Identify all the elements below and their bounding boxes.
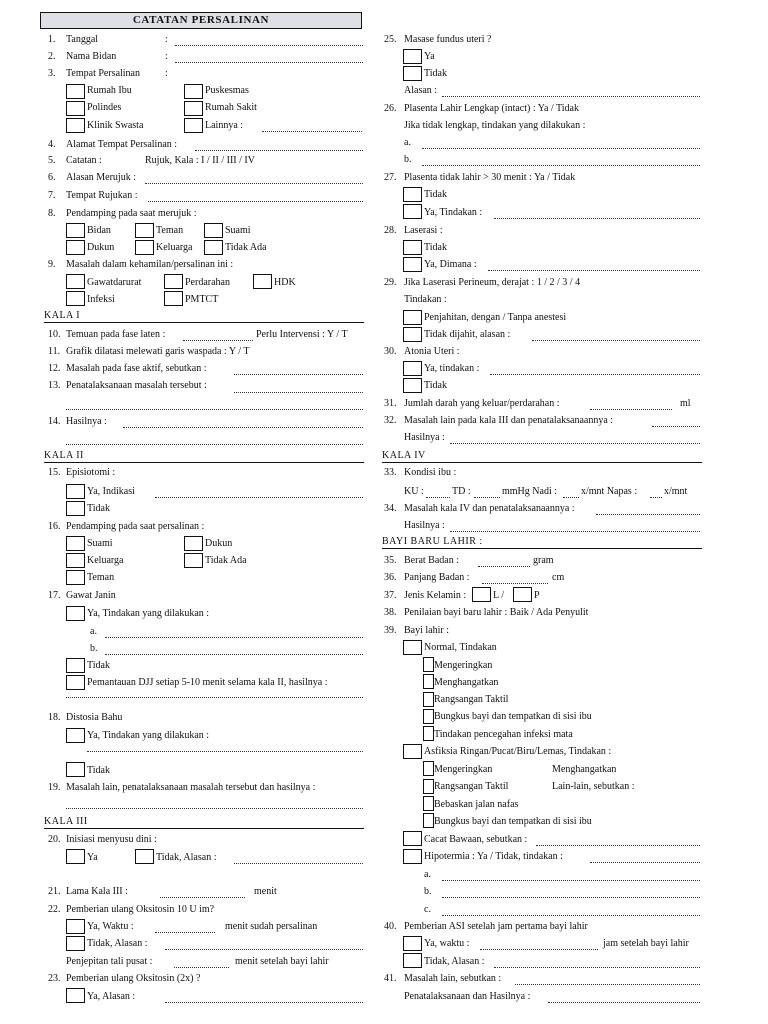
q17-b-field[interactable] — [105, 654, 363, 655]
q33-napas-field[interactable] — [650, 497, 662, 498]
q8-checkbox-suami[interactable] — [204, 223, 223, 238]
q3-checkbox-klinik-swasta[interactable] — [66, 118, 85, 133]
q16-checkbox-tidak-ada[interactable] — [184, 553, 203, 568]
q28-label: Laserasi : — [404, 225, 443, 236]
q35-number: 35. — [384, 555, 397, 566]
q27-option-label: Ya, Tindakan : — [424, 207, 483, 218]
q22-checkbox-ya[interactable] — [66, 919, 85, 934]
q39-checkbox-a-bungkus[interactable] — [423, 813, 434, 828]
q39-label: Bayi lahir : — [404, 625, 449, 636]
q25-option-label: Tidak — [424, 68, 447, 79]
q8-number: 8. — [48, 208, 56, 219]
q32-hasil-label: Hasilnya : — [404, 432, 445, 443]
q39-c-field[interactable] — [442, 915, 700, 916]
q33-td-label: TD : — [452, 486, 471, 497]
q12-field[interactable] — [234, 374, 363, 375]
q33-td-field[interactable] — [474, 497, 500, 498]
section-bayi-baru-lahir: BAYI BARU LAHIR : — [382, 536, 702, 549]
q3-checkbox-rumah-ibu[interactable] — [66, 84, 85, 99]
q40-label: Pemberian ASI setelah jam pertama bayi lahir — [404, 921, 588, 932]
q1-number: 1. — [48, 34, 56, 45]
q3-option-label: Puskesmas — [205, 85, 249, 96]
q8-option-label: Keluarga — [156, 242, 193, 253]
q20-option-label: Tidak, Alasan : — [156, 852, 217, 863]
q16-checkbox-dukun[interactable] — [184, 536, 203, 551]
q39-sub-label: Tindakan pencegahan infeksi mata — [434, 729, 573, 740]
q40-number: 40. — [384, 921, 397, 932]
q18-label: Distosia Bahu — [66, 712, 123, 723]
q33-number: 33. — [384, 467, 397, 478]
q16-option-label: Teman — [87, 572, 115, 583]
q34-field[interactable] — [596, 514, 700, 515]
section-kala-3: KALA III — [44, 816, 364, 829]
q13-label: Penatalaksanaan masalah tersebut : — [66, 380, 207, 391]
q33-nadi-label: mmHg Nadi : — [502, 486, 557, 497]
q8-label: Pendamping pada saat merujuk : — [66, 208, 197, 219]
q8-checkbox-keluarga[interactable] — [135, 240, 154, 255]
q17-a-field[interactable] — [105, 637, 363, 638]
q3-checkbox-lainnya[interactable] — [184, 118, 203, 133]
q3-option-label: Polindes — [87, 102, 122, 113]
q27-label: Plasenta tidak lahir > 30 menit : Ya / Tidak — [404, 172, 576, 183]
q18-checkbox-tidak[interactable] — [66, 762, 85, 777]
q7-field[interactable] — [148, 201, 363, 202]
q39-checkbox-a-mengeringkan[interactable] — [423, 761, 434, 776]
q30-number: 30. — [384, 346, 397, 357]
q23-checkbox-ya[interactable] — [66, 988, 85, 1003]
q17-checkbox-tidak[interactable] — [66, 658, 85, 673]
q39-checkbox-menghangatkan[interactable] — [423, 674, 434, 689]
q34-number: 34. — [384, 503, 397, 514]
q8-checkbox-dukun[interactable] — [66, 240, 85, 255]
q9-option-label: PMTCT — [185, 294, 219, 305]
q39-sub-label: Rangsangan Taktil — [434, 781, 509, 792]
q4-label: Alamat Tempat Persalinan : — [66, 139, 178, 150]
q21-field[interactable] — [160, 897, 245, 898]
q17-option-label: Tidak — [87, 660, 110, 671]
q8-checkbox-tidak-ada[interactable] — [204, 240, 223, 255]
q3-option-label: Klinik Swasta — [87, 120, 144, 131]
q17-number: 17. — [48, 590, 61, 601]
q29-option-label: Tidak dijahit, alasan : — [424, 329, 511, 340]
q15-checkbox-tidak[interactable] — [66, 501, 85, 516]
q2-number: 2. — [48, 51, 56, 62]
q39-option-label: Cacat Bawaan, sebutkan : — [424, 834, 528, 845]
q22-waktu-field[interactable] — [155, 932, 215, 933]
q9-option-label: Perdarahan — [185, 277, 230, 288]
q15-number: 15. — [48, 467, 61, 478]
q17-a-label: a. — [90, 626, 97, 637]
q9-checkbox-pmtct[interactable] — [164, 291, 183, 306]
q39-sub-label: Mengeringkan — [434, 764, 493, 775]
q27-checkbox-ya[interactable] — [403, 204, 422, 219]
q1-sep: : — [165, 34, 168, 45]
q37-label: Jenis Kelamin : — [404, 590, 467, 601]
q22-unit-2: menit setelah bayi lahir — [235, 956, 329, 967]
q28-option-label: Ya, Dimana : — [424, 259, 477, 270]
q39-checkbox-bungkus[interactable] — [423, 709, 434, 724]
q39-hipotermia-field[interactable] — [590, 862, 700, 863]
q3-number: 3. — [48, 68, 56, 79]
q17-pemantauan-field[interactable] — [66, 697, 363, 698]
q39-a-field[interactable] — [442, 880, 700, 881]
q3-lainnya-field[interactable] — [262, 131, 362, 132]
q32-label: Masalah lain pada kala III dan penatalaksanaannya : — [404, 415, 614, 426]
q33-unit: x/mnt — [664, 486, 688, 497]
q8-option-label: Dukun — [87, 242, 115, 253]
q9-label: Masalah dalam kehamilan/persalinan ini : — [66, 259, 234, 270]
q19-label: Masalah lain, penatalaksanaan masalah tersebut dan hasilnya : — [66, 782, 316, 793]
q34-hasil-label: Hasilnya : — [404, 520, 445, 531]
q14-number: 14. — [48, 416, 61, 427]
q3-label: Tempat Persalinan — [66, 68, 140, 79]
q25-label: Masase fundus uteri ? — [404, 34, 492, 45]
q39-sub-label: Bungkus bayi dan tempatkan di sisi ibu — [434, 816, 592, 827]
q8-option-label: Suami — [225, 225, 251, 236]
q17-option-label: Ya, Tindakan yang dilakukan : — [87, 608, 210, 619]
q6-field[interactable] — [145, 183, 363, 184]
q20-checkbox-tidak[interactable] — [135, 849, 154, 864]
q28-number: 28. — [384, 225, 397, 236]
q1-field[interactable] — [175, 45, 363, 46]
q40-option-label: Ya, waktu : — [424, 938, 470, 949]
q9-number: 9. — [48, 259, 56, 270]
q16-option-label: Keluarga — [87, 555, 124, 566]
q26-a-label: a. — [404, 137, 411, 148]
q17-checkbox-ya[interactable] — [66, 606, 85, 621]
q39-cacat-field[interactable] — [536, 845, 700, 846]
q31-unit: ml — [680, 398, 691, 409]
q25-checkbox-tidak[interactable] — [403, 66, 422, 81]
q15-label: Episiotomi : — [66, 467, 116, 478]
q39-option-label: Asfiksia Ringan/Pucat/Biru/Lemas, Tindakan : — [424, 746, 612, 757]
q25-alasan-field[interactable] — [442, 96, 700, 97]
q20-number: 20. — [48, 834, 61, 845]
q25-option-label: Ya — [424, 51, 435, 62]
q20-label: Inisiasi menyusu dini : — [66, 834, 157, 845]
q18-option-label: Tidak — [87, 765, 110, 776]
q32-hasil-field[interactable] — [450, 443, 700, 444]
q39-c-label: c. — [424, 904, 431, 915]
q16-number: 16. — [48, 521, 61, 532]
q35-label: Berat Badan : — [404, 555, 459, 566]
q39-option-label: Hipotermia : Ya / Tidak, tindakan : — [424, 851, 563, 862]
q40-alasan-field[interactable] — [494, 967, 700, 968]
q28-checkbox-ya[interactable] — [403, 257, 422, 272]
q39-checkbox-pencegahan[interactable] — [423, 726, 434, 741]
q5-value: Rujuk, Kala : I / II / III / IV — [145, 155, 255, 166]
q12-number: 12. — [48, 363, 61, 374]
q30-option-label: Tidak — [424, 380, 447, 391]
q9-checkbox-perdarahan[interactable] — [164, 274, 183, 289]
q41-label: Masalah lain, sebutkan : — [404, 973, 502, 984]
q9-option-label: Gawatdarurat — [87, 277, 142, 288]
q22-option-label: Ya, Waktu : — [87, 921, 134, 932]
q39-checkbox-rangsangan[interactable] — [423, 692, 434, 707]
q30-option-label: Ya, tindakan : — [424, 363, 480, 374]
q29-tindakan-label: Tindakan : — [404, 294, 447, 305]
q27-checkbox-tidak[interactable] — [403, 187, 422, 202]
q39-checkbox-mengeringkan[interactable] — [423, 657, 434, 672]
q8-checkbox-bidan[interactable] — [66, 223, 85, 238]
q29-label: Jika Laserasi Perineum, derajat : 1 / 2 / 3 / 4 — [404, 277, 581, 288]
q13-number: 13. — [48, 380, 61, 391]
q3-checkbox-puskesmas[interactable] — [184, 84, 203, 99]
q15-option-label: Tidak — [87, 503, 110, 514]
q39-sub-label: Bungkus bayi dan tempatkan di sisi ibu — [434, 711, 592, 722]
q33-nadi-field[interactable] — [563, 497, 579, 498]
q16-label: Pendamping pada saat persalinan : — [66, 521, 205, 532]
q18-option-label: Ya, Tindakan yang dilakukan : — [87, 730, 210, 741]
q22-unit-1: menit sudah persalinan — [225, 921, 318, 932]
q9-checkbox-infeksi[interactable] — [66, 291, 85, 306]
q10-field[interactable] — [183, 340, 253, 341]
q41-field[interactable] — [515, 984, 700, 985]
q26-label: Plasenta Lahir Lengkap (intact) : Ya / Tidak — [404, 103, 579, 114]
q16-option-label: Dukun — [205, 538, 233, 549]
q32-number: 32. — [384, 415, 397, 426]
q20-alasan-field[interactable] — [234, 863, 363, 864]
q15-indikasi-field[interactable] — [155, 497, 363, 498]
q9-option-label: HDK — [274, 277, 296, 288]
q26-sub-label: Jika tidak lengkap, tindakan yang dilakukan : — [404, 120, 586, 131]
q40-checkbox-tidak[interactable] — [403, 953, 422, 968]
q16-option-label: Tidak Ada — [205, 555, 247, 566]
q23-option-label: Ya, Alasan : — [87, 991, 136, 1002]
q37-number: 37. — [384, 590, 397, 601]
q28-checkbox-tidak[interactable] — [403, 240, 422, 255]
q11-label: Grafik dilatasi melewati garis waspada : Y / T — [66, 346, 250, 357]
q15-option-label: Ya, Indikasi — [87, 486, 135, 497]
q29-checkbox-penjahitan[interactable] — [403, 310, 422, 325]
q8-option-label: Teman — [156, 225, 184, 236]
q31-number: 31. — [384, 398, 397, 409]
q15-checkbox-ya[interactable] — [66, 484, 85, 499]
q40-unit: jam setelah bayi lahir — [603, 938, 689, 949]
q36-unit: cm — [552, 572, 565, 583]
q39-sub-label: Bebaskan jalan nafas — [434, 799, 519, 810]
q37-checkbox-p[interactable] — [513, 587, 532, 602]
q28-option-label: Tidak — [424, 242, 447, 253]
q8-option-label: Tidak Ada — [225, 242, 267, 253]
q26-number: 26. — [384, 103, 397, 114]
q8-option-label: Bidan — [87, 225, 111, 236]
q27-tindakan-field[interactable] — [494, 218, 700, 219]
q32-field[interactable] — [652, 426, 700, 427]
q18-number: 18. — [48, 712, 61, 723]
q11-number: 11. — [48, 346, 61, 357]
q22-penjepitan-field[interactable] — [174, 967, 229, 968]
q26-b-field[interactable] — [422, 165, 700, 166]
q40-checkbox-ya[interactable] — [403, 936, 422, 951]
q13-field-1[interactable] — [234, 392, 363, 393]
q1-label: Tanggal — [66, 34, 99, 45]
q18-tindakan-field[interactable] — [87, 751, 363, 752]
q16-checkbox-teman[interactable] — [66, 570, 85, 585]
q41-penatalaksanaan-label: Penatalaksanaan dan Hasilnya : — [404, 991, 531, 1002]
q33-ku-label: KU : — [404, 486, 424, 497]
q14-field-2[interactable] — [66, 444, 363, 445]
q39-sub-label: Rangsangan Taktil — [434, 694, 509, 705]
q12-label: Masalah pada fase aktif, sebutkan : — [66, 363, 207, 374]
q29-number: 29. — [384, 277, 397, 288]
q25-checkbox-ya[interactable] — [403, 49, 422, 64]
q30-label: Atonia Uteri : — [404, 346, 460, 357]
q13-field-2[interactable] — [66, 409, 363, 410]
q33-ku-field[interactable] — [426, 497, 450, 498]
q33-label: Kondisi ibu : — [404, 467, 457, 478]
q34-hasil-field[interactable] — [450, 531, 700, 532]
q30-tindakan-field[interactable] — [490, 374, 700, 375]
q5-number: 5. — [48, 155, 56, 166]
q28-dimana-field[interactable] — [488, 270, 700, 271]
section-kala-4: KALA IV — [382, 450, 702, 463]
q36-field[interactable] — [482, 583, 548, 584]
q3-option-label: Lainnya : — [205, 120, 244, 131]
q39-checkbox-normal[interactable] — [403, 640, 422, 655]
q3-option-label: Rumah Ibu — [87, 85, 132, 96]
q22-number: 22. — [48, 904, 61, 915]
q10-intervensi: Perlu Intervensi : Y / T — [256, 329, 348, 340]
q2-label: Nama Bidan — [66, 51, 117, 62]
q4-field[interactable] — [195, 150, 363, 151]
q23-number: 23. — [48, 973, 61, 984]
q3-option-label: Rumah Sakit — [205, 102, 257, 113]
q25-alasan-label: Alasan : — [404, 85, 438, 96]
q40-option-label: Tidak, Alasan : — [424, 956, 485, 967]
q22-checkbox-tidak[interactable] — [66, 936, 85, 951]
q39-b-field[interactable] — [442, 897, 700, 898]
q17-label: Gawat Janin — [66, 590, 116, 601]
q8-checkbox-teman[interactable] — [135, 223, 154, 238]
q36-label: Panjang Badan : — [404, 572, 470, 583]
q9-checkbox-hdk[interactable] — [253, 274, 272, 289]
q39-checkbox-a-rangsangan[interactable] — [423, 779, 434, 794]
q39-sub-label: Lain-lain, sebutkan : — [552, 781, 635, 792]
q5-label: Catatan : — [66, 155, 102, 166]
q10-label: Temuan pada fase laten : — [66, 329, 166, 340]
q21-label: Lama Kala III : — [66, 886, 128, 897]
q7-label: Tempat Rujukan : — [66, 190, 138, 201]
q38-number: 38. — [384, 607, 397, 618]
q33-napas-label: x/mnt Napas : — [581, 486, 638, 497]
section-kala-2: KALA II — [44, 450, 364, 463]
q26-a-field[interactable] — [422, 148, 700, 149]
q27-option-label: Tidak — [424, 189, 447, 200]
q39-checkbox-asfiksia[interactable] — [403, 744, 422, 759]
q37-l-label: L / — [493, 590, 505, 601]
q3-checkbox-polindes[interactable] — [66, 101, 85, 116]
q22-penjepitan-label: Penjepitan tali pusat : — [66, 956, 153, 967]
q39-sub-label: Menghangatkan — [434, 677, 499, 688]
q4-number: 4. — [48, 139, 56, 150]
q39-b-label: b. — [424, 886, 432, 897]
q20-checkbox-ya[interactable] — [66, 849, 85, 864]
q39-a-label: a. — [424, 869, 431, 880]
q17-option-label: Pemantauan DJJ setiap 5-10 menit selama kala II, hasilnya : — [87, 677, 328, 688]
q19-field[interactable] — [66, 808, 363, 809]
q19-number: 19. — [48, 782, 61, 793]
q39-number: 39. — [384, 625, 397, 636]
q37-checkbox-l[interactable] — [472, 587, 491, 602]
q29-option-label: Penjahitan, dengan / Tanpa anestesi — [424, 312, 567, 323]
q21-unit: menit — [254, 886, 277, 897]
q41-penatalaksanaan-field[interactable] — [548, 1002, 700, 1003]
q36-number: 36. — [384, 572, 397, 583]
q38-label: Penilaian bayi baru lahir : Baik / Ada Penyulit — [404, 607, 589, 618]
q9-option-label: Infeksi — [87, 294, 115, 305]
q17-checkbox-pemantauan[interactable] — [66, 675, 85, 690]
q14-field-1[interactable] — [123, 427, 363, 428]
q30-checkbox-tidak[interactable] — [403, 378, 422, 393]
q17-b-label: b. — [90, 643, 98, 654]
q25-number: 25. — [384, 34, 397, 45]
q22-option-label: Tidak, Alasan : — [87, 938, 148, 949]
q16-checkbox-suami[interactable] — [66, 536, 85, 551]
q27-number: 27. — [384, 172, 397, 183]
q6-label: Alasan Merujuk : — [66, 172, 136, 183]
q35-field[interactable] — [478, 566, 530, 567]
q39-option-label: Normal, Tindakan — [424, 642, 497, 653]
q16-option-label: Suami — [87, 538, 113, 549]
q2-field[interactable] — [175, 62, 363, 63]
q39-checkbox-hipotermia[interactable] — [403, 849, 422, 864]
q34-label: Masalah kala IV dan penatalaksanaannya : — [404, 503, 575, 514]
q39-sub-label: Menghangatkan — [552, 764, 617, 775]
q22-label: Pemberian ulang Oksitosin 10 U im? — [66, 904, 215, 915]
q39-checkbox-cacat[interactable] — [403, 831, 422, 846]
q21-number: 21. — [48, 886, 61, 897]
q18-checkbox-ya[interactable] — [66, 728, 85, 743]
q22-alasan-field[interactable] — [165, 949, 363, 950]
form-title: CATATAN PERSALINAN — [40, 12, 362, 29]
q37-p-label: P — [534, 590, 540, 601]
q40-waktu-field[interactable] — [480, 949, 598, 950]
q16-checkbox-keluarga[interactable] — [66, 553, 85, 568]
section-kala-1: KALA I — [44, 310, 364, 323]
q31-field[interactable] — [590, 409, 672, 410]
q6-number: 6. — [48, 172, 56, 183]
q3-sep: : — [165, 68, 168, 79]
q26-b-label: b. — [404, 154, 412, 165]
q39-sub-label: Mengeringkan — [434, 660, 493, 671]
q10-number: 10. — [48, 329, 61, 340]
q3-checkbox-rumah-sakit[interactable] — [184, 101, 203, 116]
q14-label: Hasilnya : — [66, 416, 107, 427]
q29-checkbox-tidak-dijahit[interactable] — [403, 327, 422, 342]
q29-alasan-field[interactable] — [532, 340, 700, 341]
q31-label: Jumlah darah yang keluar/perdarahan : — [404, 398, 560, 409]
q23-label: Pemberian ulang Oksitosin (2x) ? — [66, 973, 201, 984]
q9-checkbox-gawatdarurat[interactable] — [66, 274, 85, 289]
q39-checkbox-a-bebaskan[interactable] — [423, 796, 434, 811]
q2-sep: : — [165, 51, 168, 62]
q23-alasan-field[interactable] — [165, 1002, 363, 1003]
q7-number: 7. — [48, 190, 56, 201]
q41-number: 41. — [384, 973, 397, 984]
q30-checkbox-ya[interactable] — [403, 361, 422, 376]
q35-unit: gram — [533, 555, 554, 566]
q20-option-label: Ya — [87, 852, 98, 863]
